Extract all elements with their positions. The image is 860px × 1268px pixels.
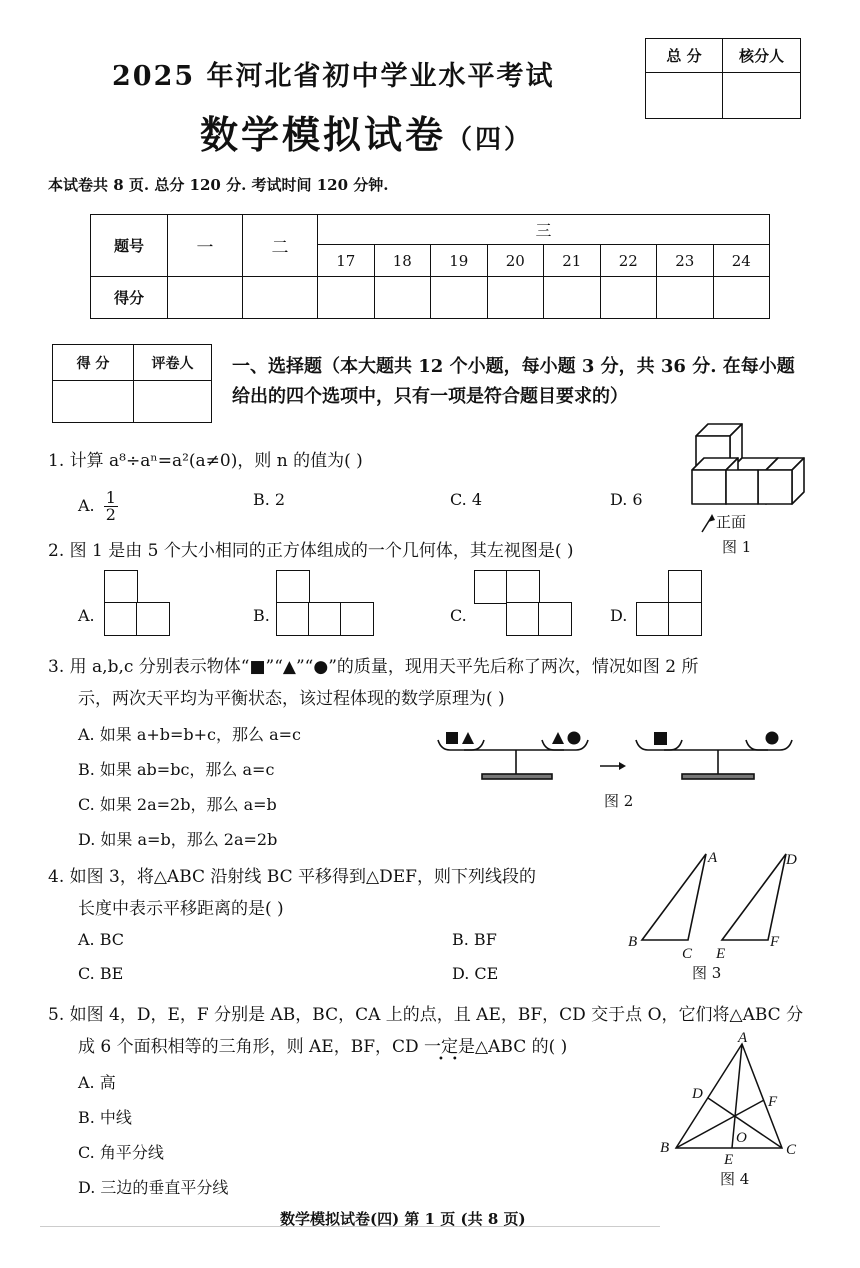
q2-option-b-view[interactable] <box>276 570 378 636</box>
col-part-1: 一 <box>168 215 243 277</box>
figure-2-balances <box>434 726 806 786</box>
q3-option-b[interactable]: B. 如果 ab=bc，那么 a=c <box>78 760 275 779</box>
triangle-object <box>552 732 564 744</box>
checker-label: 核分人 <box>723 39 801 73</box>
fraction-denominator: 2 <box>105 505 116 524</box>
q2-option-d-view[interactable] <box>636 570 706 636</box>
exam-title: 2025 年河北省初中学业水平考试 <box>112 61 555 92</box>
score-cell[interactable] <box>657 277 714 319</box>
sub-col-23: 23 <box>657 245 714 277</box>
square-object <box>446 732 458 744</box>
col-part-2: 二 <box>243 215 318 277</box>
figure-4-caption: 图 4 <box>720 1170 750 1188</box>
question-2-stem: 2. 图 1 是由 5 个大小相同的正方体组成的一个几何体，其左视图是( ) <box>48 541 574 561</box>
paper-title-main: 数学模拟试卷 <box>200 112 447 157</box>
q5-option-b[interactable]: B. 中线 <box>78 1108 132 1127</box>
score-cell[interactable] <box>374 277 431 319</box>
right-pan <box>542 740 588 750</box>
grader-score-cell[interactable] <box>53 381 134 423</box>
q1-option-a[interactable] <box>78 490 118 523</box>
square-object <box>654 732 667 745</box>
figure-1-caption: 图 1 <box>722 538 752 556</box>
front-arrow-head <box>708 514 715 522</box>
question-3-stem-line1: 3. 用 a,b,c 分别表示物体“■”“▲”“●”的质量，现用天平先后称了两次，情况如图 2 所 <box>48 657 699 677</box>
base <box>482 774 552 779</box>
question-4-stem-line2: 长度中表示平移距离的是( ) <box>78 899 284 919</box>
sub-col-21: 21 <box>544 245 601 277</box>
q4-option-a[interactable]: A. BC <box>78 930 125 949</box>
grader-cell[interactable] <box>134 381 212 423</box>
q1-option-b[interactable]: B. 2 <box>253 490 286 509</box>
q2-option-a[interactable]: A. <box>78 606 95 625</box>
row-label-question: 题号 <box>91 215 168 277</box>
score-cell[interactable] <box>600 277 657 319</box>
q5-option-d[interactable]: D. 三边的垂直平分线 <box>78 1178 229 1197</box>
point-b: B <box>628 934 638 950</box>
score-cell[interactable] <box>243 277 318 319</box>
col-part-3: 三 <box>318 215 770 245</box>
section-1-heading: 一、选择题（本大题共 12 个小题，每小题 3 分，共 36 分. 在每小题给出的四个选项中，只有一项是符合题目要求的） <box>232 356 795 407</box>
paper-title <box>200 104 533 159</box>
figure-4-triangle <box>652 1030 812 1170</box>
point-b: B <box>660 1140 670 1156</box>
total-score-label: 总 分 <box>646 39 723 73</box>
score-cell[interactable] <box>544 277 601 319</box>
q4-option-d[interactable]: D. CE <box>452 964 499 983</box>
point-d: D <box>692 1086 703 1102</box>
figure-2-caption: 图 2 <box>604 792 634 810</box>
point-o: O <box>736 1130 747 1146</box>
question-4-stem-line1: 4. 如图 3，将△ABC 沿射线 BC 平移得到△DEF，则下列线段的 <box>48 867 536 887</box>
point-f: F <box>770 934 780 950</box>
q3-option-c[interactable]: C. 如果 2a=2b，那么 a=b <box>78 795 277 814</box>
score-cell[interactable] <box>487 277 544 319</box>
q2-option-c[interactable]: C. <box>450 606 467 625</box>
triangle-abc <box>642 854 706 940</box>
left-pan <box>438 740 484 750</box>
q1-option-c[interactable]: C. 4 <box>450 490 483 509</box>
circle-object <box>568 732 581 745</box>
q2-option-c-view[interactable] <box>474 570 576 636</box>
score-cell[interactable] <box>168 277 243 319</box>
emphasis-dots: •• <box>438 1054 466 1065</box>
sub-col-19: 19 <box>431 245 488 277</box>
sub-col-20: 20 <box>487 245 544 277</box>
checker-cell[interactable] <box>723 73 801 119</box>
total-score-box <box>645 38 801 119</box>
exam-intro: 本试卷共 8 页. 总分 120 分. 考试时间 120 分钟. <box>48 176 389 194</box>
sub-col-17: 17 <box>318 245 375 277</box>
q3-option-d[interactable]: D. 如果 a=b，那么 2a=2b <box>78 830 278 849</box>
cube-front-face <box>692 470 726 504</box>
point-c: C <box>682 946 693 962</box>
point-d: D <box>786 852 797 868</box>
question-5-stem-line1: 5. 如图 4，D，E，F 分别是 AB，BC，CA 上的点，且 AE，BF，CD 交于点 O，它们将△ABC 分 <box>48 1005 804 1025</box>
base <box>682 774 754 779</box>
segment-bf <box>676 1100 764 1148</box>
q2-option-d[interactable]: D. <box>610 606 628 625</box>
cube-front-face <box>726 470 758 504</box>
row-label-score: 得分 <box>91 277 168 319</box>
figure-3-caption: 图 3 <box>692 964 722 982</box>
triangle-object <box>462 732 474 744</box>
sub-col-18: 18 <box>374 245 431 277</box>
point-a: A <box>708 850 718 866</box>
grader-box <box>52 344 212 423</box>
sub-col-22: 22 <box>600 245 657 277</box>
grader-score-label: 得 分 <box>53 345 134 381</box>
q4-option-b[interactable]: B. BF <box>452 930 497 949</box>
q2-option-a-view[interactable] <box>104 570 172 636</box>
circle-object <box>766 732 779 745</box>
point-e: E <box>716 946 726 962</box>
fraction <box>104 490 118 523</box>
point-a: A <box>738 1030 748 1046</box>
q3-option-a[interactable]: A. 如果 a+b=b+c，那么 a=c <box>78 725 302 744</box>
q5-option-a[interactable]: A. 高 <box>78 1073 116 1092</box>
q4-option-c[interactable]: C. BE <box>78 964 124 983</box>
grader-label: 评卷人 <box>134 345 212 381</box>
paper-title-suffix: （四） <box>446 125 534 155</box>
option-letter: A. <box>78 496 95 515</box>
sub-col-24: 24 <box>713 245 770 277</box>
score-cell[interactable] <box>318 277 375 319</box>
arrow-head <box>619 762 626 770</box>
question-3-stem-line2: 示，两次天平均为平衡状态，该过程体现的数学原理为( ) <box>78 689 505 709</box>
figure-1-front-label: 正面 <box>716 513 747 531</box>
score-cell[interactable] <box>431 277 488 319</box>
point-e: E <box>724 1152 734 1168</box>
point-c: C <box>786 1142 797 1158</box>
total-score-cell[interactable] <box>646 73 723 119</box>
fraction-numerator: 1 <box>105 488 116 507</box>
q5-option-c[interactable]: C. 角平分线 <box>78 1143 164 1162</box>
score-table <box>90 214 770 319</box>
question-1-stem: 1. 计算 a⁸÷aⁿ=a²(a≠0)，则 n 的值为( ) <box>48 451 363 471</box>
q2-option-b[interactable]: B. <box>253 606 270 625</box>
question-5-stem-line2: 成 6 个面积相等的三角形，则 AE，BF，CD 一定是△ABC 的( ) <box>78 1037 568 1057</box>
triangle-def <box>722 854 786 940</box>
page-footer: 数学模拟试卷(四) 第 1 页 (共 8 页) <box>280 1210 526 1228</box>
score-cell[interactable] <box>713 277 770 319</box>
q1-option-d[interactable]: D. 6 <box>610 490 643 509</box>
cube-front-face <box>758 470 792 504</box>
point-f: F <box>768 1094 778 1110</box>
